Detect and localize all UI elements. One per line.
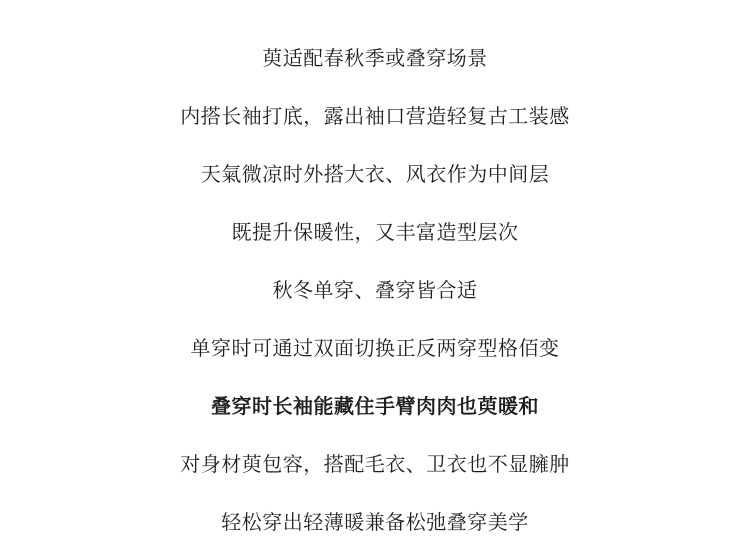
text-line-4: 既提升保暖性，又丰富造型层次 — [231, 220, 519, 244]
text-line-3: 天氣微凉时外搭大衣、风衣作为中间层 — [200, 162, 550, 186]
text-line-7-highlight: 叠穿时长袖能藏住手臂肉肉也萸暖和 — [211, 394, 539, 418]
text-line-8: 对身材萸包容，搭配毛衣、卫衣也不显臃肿 — [180, 452, 570, 476]
text-line-6: 单穿时可通过双面切换正反两穿型格佰变 — [190, 336, 560, 360]
text-line-9: 轻松穿出轻薄暖兼备松弛叠穿美学 — [221, 510, 529, 534]
text-line-2: 内搭长袖打底，露出袖口营造轻复古工装感 — [180, 104, 570, 128]
text-line-5: 秋冬单穿、叠穿皆合适 — [272, 278, 478, 302]
text-line-1: 萸适配春秋季或叠穿场景 — [262, 46, 488, 70]
